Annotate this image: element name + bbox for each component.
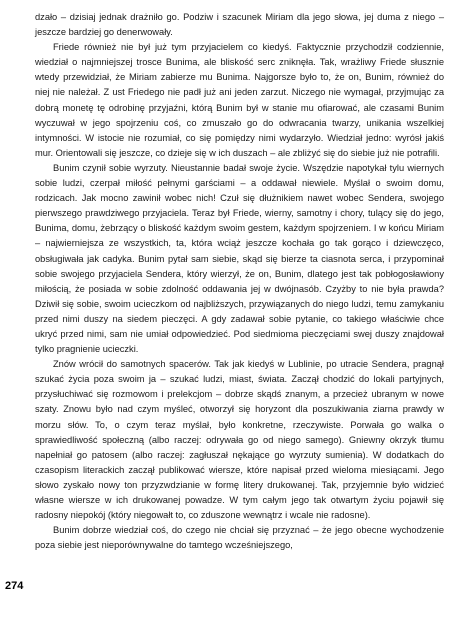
paragraph-continuation: dzało – dzisiaj jednak drażniło go. Podziw i szacunek Miriam dla jego słowa, jej duma z niego – jeszcze bardziej go denerwowały. — [35, 12, 444, 38]
paragraph: Bunim dobrze wiedział coś, do czego nie chciał się przyznać – że jego obecne wychodzenie poza siebie jest nieporównywalne do tamtego wcześniejszego, — [35, 525, 444, 551]
paragraph: Bunim czynił sobie wyrzuty. Nieustannie badał swoje życie. Wszędzie napotykał tylu wiernych sobie ludzi, czerpał miłość pełnymi garściami – a oddawał niewiele. Myślał o swoim domu, rodzicach. Jak mocno zawinił wobec nich! Czuł się dłużnikiem nawet wobec Sendera, swojego pierwszego prawdziwego przyjaciela. Teraz był Friede, wierny, samotny i chory, tulący się do jego, Bunima, domu, żebrzący o bliskość każdym swoim gestem, każdym spojrzeniem. I w końcu Miriam – najwierniejsza ze wszystkich, ta, która wciąż jeszcze kochała go tak gorąco i dziewczęco, obsługiwała jak cadyka. Bunim pytał sam siebie, skąd się bierze ta ciasnota serca, i przypominał sobie swojego przyjaciela Sendera, który wierzył, że on, Bunim, dlatego jest tak pobłogosławiony miłością, że posiada w sobie zdolność oddawania jej w dwójnasób. Czyżby to nie była prawda? Dziwił się sobie, swoim ucieczkom od najbliższych, przywiązanych do niego ludzi, temu zamykaniu przed nimi duszy na siedem pieczęci. A gdy zadawał sobie pytanie, co takiego właściwie chce ukryć przed nimi, sam nie umiał odpowiedzieć. Pod siedmioma pieczęciami swej duszy znajdował tylko pragnienie ucieczki. — [35, 162, 444, 355]
body-text — [35, 10, 444, 553]
paragraph: Friede również nie był już tym przyjacielem co kiedyś. Faktycznie przychodził codziennie, wiedział o najmniejszej trosce Bunima, ale bliskość serc zniknęła. Tak, wrażliwy Friede słusznie wtedy przewidział, że Miriam zabierze mu Bunima. Najgorsze było to, że on, Bunim, również do niej nie należał. Z ust Friedego nie padł już ani jeden zarzut. Niczego nie wymagał, przyjmując za dobrą monetę tę odrobinę przyjaźni, którą Bunim był w stanie mu ofiarować, ale czasami Bunim wyczuwał w jego spojrzeniu coś, co zmuszało go do odwracania twarzy, unikania wszelkiej intymności. W istocie nie rozumiał, co się pomiędzy nimi wydarzyło. Wiedział jedno: wyrósł jakiś mur. Orientowali się jeszcze, co dzieje się w ich duszach – ale zbliżyć się do siebie już nie potrafili. — [35, 42, 444, 158]
paragraph: Znów wrócił do samotnych spacerów. Tak jak kiedyś w Lublinie, po utracie Sendera, pragnął szukać życia poza swoim ja – szukać ludzi, miast, świata. Zaczął chodzić do lokali partyjnych, przysłuchiwać się rozmowom i prelekcjom – dobrze skądś znanym, a przecież ubranym w nowe szaty. Znowu było nad czym myśleć, otworzył się horyzont dla poszukiwania ziarna prawdy w morzu słów. To, o czym teraz myślał, było konkretne, rzeczywiste. Porwała go walka o sprawiedliwość społeczną (albo raczej: odrywała go od niego samego). Gniewny okrzyk tłumu napełniał go patosem (albo raczej: zagłuszał nękające go wyrzuty sumienia). W dodatkach do czasopism literackich zaczął publikować wiersze, które napisał przed wieloma miesiącami. Jego słowo zyskało nowy ton przyzwdzianie w formę litery drukowanej. Tak, przyjemnie było widzieć własne wiersze w ich drukowanej powadze. W tym całym jego tak otwartym życiu pojawił się radosny niepokój (który niegowałt to, co zduszone wewnątrz i wcale nie radosne). — [35, 359, 444, 521]
page-number: 274 — [5, 580, 24, 592]
